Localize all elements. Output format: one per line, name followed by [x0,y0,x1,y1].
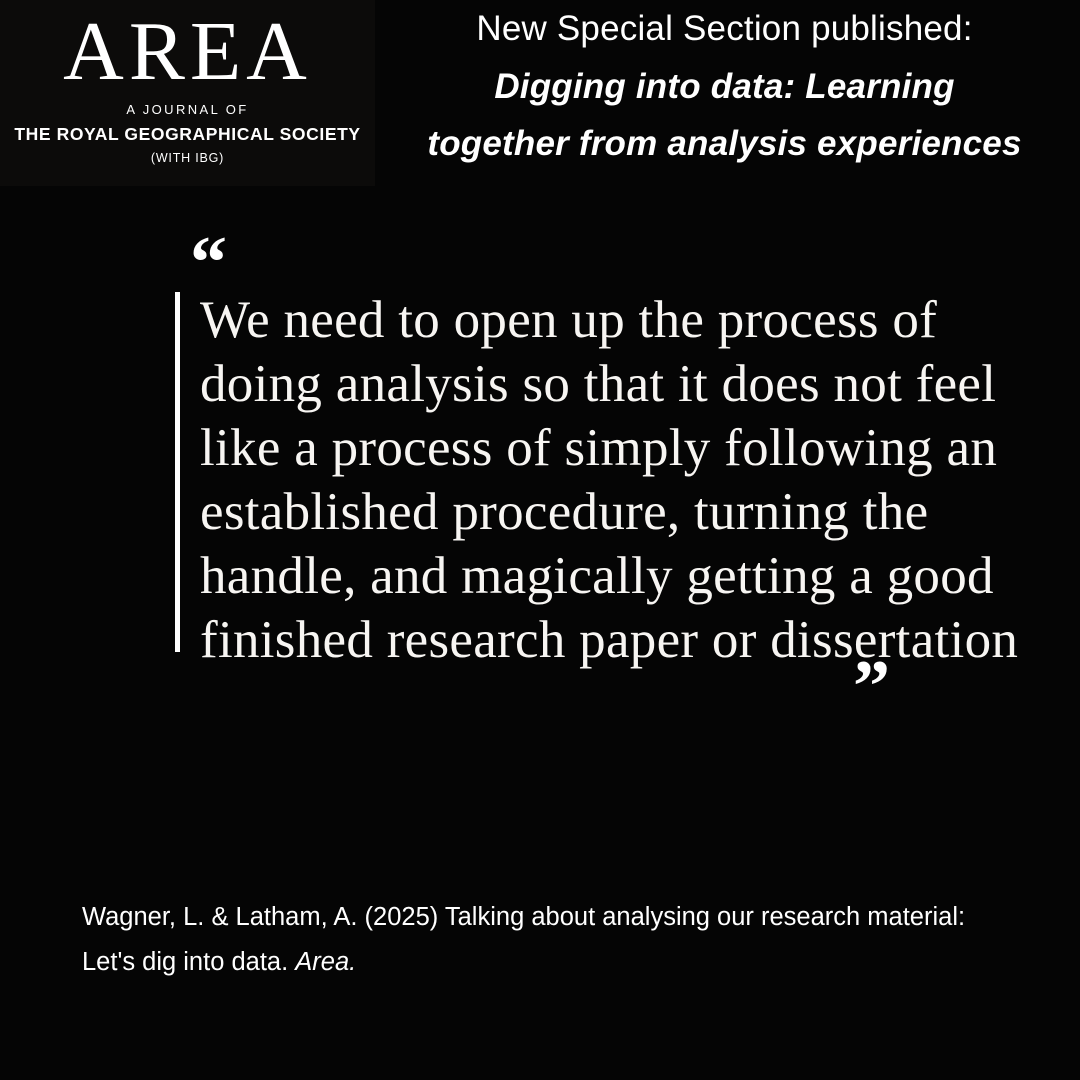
announcement-line-3: together from analysis experiences [427,124,1022,163]
quote-open-icon: “ [190,222,227,304]
journal-logo-ibg: (WITH IBG) [150,150,225,165]
header [0,0,1080,186]
journal-logo-society: THE ROYAL GEOGRAPHICAL SOCIETY [14,123,361,144]
citation-text: Wagner, L. & Latham, A. (2025) Talking about analysing our research material: Let's dig into data. [82,903,966,976]
citation [82,895,1000,985]
announcement-line-1: New Special Section published: [476,9,973,48]
journal-logo-title: AREA [63,5,312,98]
announcement-text [375,0,1080,164]
pull-quote [0,222,1080,728]
quote-close-icon: ” [853,646,890,728]
citation-journal: Area. [295,948,357,976]
announcement-line-2: Digging into data: Learning [494,66,955,106]
quote-accent-bar [175,292,180,652]
quote-text: We need to open up the process of doing analysis so that it does not feel like a process of simply following an established procedure, turning the handle, and magically getting a good finished research paper or dissertation [200,291,1019,669]
journal-logo-subtitle-1: A JOURNAL OF [126,101,249,117]
journal-logo [0,0,375,186]
